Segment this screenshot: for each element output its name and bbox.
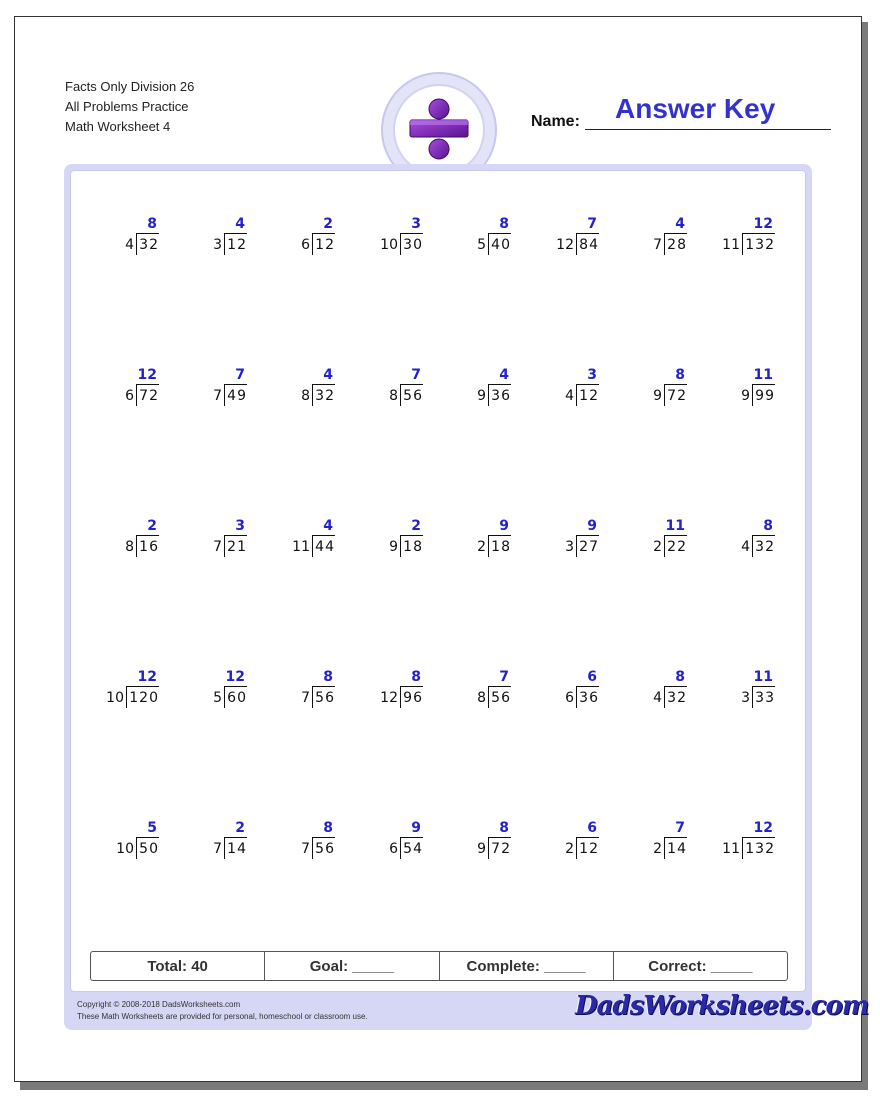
quotient: 12 <box>137 669 157 685</box>
brand-logo: DadsWorksheets.com <box>575 991 869 1021</box>
quotient: 8 <box>499 216 509 232</box>
quotient: 6 <box>587 820 597 836</box>
division-problem <box>713 820 793 870</box>
quotient: 9 <box>411 820 421 836</box>
division-problem <box>625 820 705 870</box>
quotient: 8 <box>323 820 333 836</box>
problems-area <box>70 170 806 992</box>
name-label: Name: <box>531 113 580 130</box>
dividend: 33 <box>752 686 775 708</box>
division-problem <box>97 367 177 417</box>
dividend: 120 <box>126 686 159 708</box>
quotient: 4 <box>323 367 333 383</box>
division-sign-icon <box>393 84 485 176</box>
divisor: 10 <box>116 841 134 857</box>
dividend: 96 <box>400 686 423 708</box>
usage-notice: These Math Worksheets are provided for personal, homeschool or classroom use. <box>77 1012 368 1021</box>
dividend: 56 <box>488 686 511 708</box>
dividend: 14 <box>664 837 687 859</box>
division-problem <box>273 367 353 417</box>
dividend: 72 <box>664 384 687 406</box>
divisor: 2 <box>653 841 662 857</box>
division-problem <box>361 518 441 568</box>
dividend: 32 <box>136 233 159 255</box>
dividend: 50 <box>136 837 159 859</box>
division-problem <box>273 518 353 568</box>
dividend: 16 <box>136 535 159 557</box>
division-problem <box>625 367 705 417</box>
dividend: 12 <box>576 837 599 859</box>
quotient: 4 <box>235 216 245 232</box>
divisor: 11 <box>292 539 310 555</box>
divisor: 9 <box>477 841 486 857</box>
dividend: 49 <box>224 384 247 406</box>
divisor: 11 <box>722 237 740 253</box>
dividend: 54 <box>400 837 423 859</box>
division-problem <box>185 820 265 870</box>
dividend: 12 <box>312 233 335 255</box>
worksheet-number: Math Worksheet 4 <box>65 119 171 134</box>
division-problem <box>713 518 793 568</box>
dividend: 56 <box>400 384 423 406</box>
divisor: 8 <box>301 388 310 404</box>
division-problem <box>537 367 617 417</box>
division-problem <box>273 216 353 266</box>
copyright-text: Copyright © 2008-2018 DadsWorksheets.com <box>77 1000 241 1009</box>
quotient: 8 <box>147 216 157 232</box>
dividend: 32 <box>312 384 335 406</box>
quotient: 5 <box>147 820 157 836</box>
divisor: 8 <box>477 690 486 706</box>
dividend: 99 <box>752 384 775 406</box>
quotient: 8 <box>763 518 773 534</box>
division-problem <box>713 669 793 719</box>
name-line <box>585 129 831 130</box>
division-problem <box>273 820 353 870</box>
dividend: 32 <box>752 535 775 557</box>
divisor: 4 <box>565 388 574 404</box>
division-problem <box>537 518 617 568</box>
divisor: 4 <box>125 237 134 253</box>
problems-frame <box>64 164 812 1030</box>
dividend: 44 <box>312 535 335 557</box>
divisor: 7 <box>301 841 310 857</box>
dividend: 30 <box>400 233 423 255</box>
division-problem <box>185 669 265 719</box>
divisor: 6 <box>301 237 310 253</box>
division-problem <box>537 216 617 266</box>
quotient: 8 <box>499 820 509 836</box>
dividend: 22 <box>664 535 687 557</box>
division-problem <box>273 669 353 719</box>
worksheet-subtitle: All Problems Practice <box>65 99 189 114</box>
divisor: 9 <box>477 388 486 404</box>
divisor: 3 <box>565 539 574 555</box>
divisor: 5 <box>477 237 486 253</box>
division-problem <box>449 216 529 266</box>
quotient: 2 <box>323 216 333 232</box>
division-problem <box>361 669 441 719</box>
quotient: 8 <box>675 669 685 685</box>
divisor: 7 <box>213 539 222 555</box>
quotient: 3 <box>587 367 597 383</box>
divisor: 11 <box>722 841 740 857</box>
quotient: 9 <box>587 518 597 534</box>
worksheet-title-block <box>65 77 194 137</box>
divisor: 10 <box>380 237 398 253</box>
quotient: 11 <box>753 367 773 383</box>
division-problem <box>97 518 177 568</box>
divisor: 2 <box>565 841 574 857</box>
dividend: 21 <box>224 535 247 557</box>
quotient: 8 <box>323 669 333 685</box>
total-cell: Total: 40 <box>91 952 265 980</box>
quotient: 11 <box>665 518 685 534</box>
dividend: 27 <box>576 535 599 557</box>
quotient: 2 <box>411 518 421 534</box>
correct-cell: Correct: _____ <box>648 957 753 975</box>
division-problem <box>361 216 441 266</box>
dividend: 12 <box>224 233 247 255</box>
goal-cell: Goal: _____ <box>265 952 439 980</box>
quotient: 2 <box>147 518 157 534</box>
dividend: 36 <box>488 384 511 406</box>
quotient: 12 <box>753 216 773 232</box>
divisor: 4 <box>653 690 662 706</box>
summary-bar <box>90 951 788 981</box>
quotient: 12 <box>137 367 157 383</box>
quotient: 8 <box>411 669 421 685</box>
division-problem <box>185 216 265 266</box>
quotient: 3 <box>411 216 421 232</box>
dividend: 132 <box>742 837 775 859</box>
division-problem <box>537 669 617 719</box>
division-problem <box>713 367 793 417</box>
division-problem <box>449 367 529 417</box>
name-value: Answer Key <box>615 93 776 124</box>
division-problem <box>449 669 529 719</box>
divisor: 6 <box>389 841 398 857</box>
divisor: 7 <box>653 237 662 253</box>
division-problem <box>625 518 705 568</box>
dividend: 72 <box>488 837 511 859</box>
divisor: 9 <box>653 388 662 404</box>
dividend: 132 <box>742 233 775 255</box>
quotient: 7 <box>587 216 597 232</box>
dividend: 28 <box>664 233 687 255</box>
division-problem <box>625 216 705 266</box>
dividend: 12 <box>576 384 599 406</box>
division-problem <box>537 820 617 870</box>
divisor: 12 <box>556 237 574 253</box>
divisor: 7 <box>213 841 222 857</box>
dividend: 84 <box>576 233 599 255</box>
dividend: 18 <box>488 535 511 557</box>
quotient: 4 <box>499 367 509 383</box>
quotient: 8 <box>675 367 685 383</box>
divisor: 7 <box>301 690 310 706</box>
worksheet-page <box>14 16 869 1082</box>
quotient: 12 <box>225 669 245 685</box>
divisor: 3 <box>741 690 750 706</box>
divisor: 6 <box>565 690 574 706</box>
division-problem <box>185 367 265 417</box>
dividend: 60 <box>224 686 247 708</box>
dividend: 40 <box>488 233 511 255</box>
divisor: 5 <box>213 690 222 706</box>
division-problem <box>449 820 529 870</box>
dividend: 14 <box>224 837 247 859</box>
quotient: 7 <box>411 367 421 383</box>
quotient: 7 <box>675 820 685 836</box>
division-problem <box>185 518 265 568</box>
copyright-block <box>77 999 368 1023</box>
dividend: 56 <box>312 837 335 859</box>
quotient: 6 <box>587 669 597 685</box>
complete-cell: Complete: _____ <box>440 952 614 980</box>
divisor: 3 <box>213 237 222 253</box>
division-problem <box>361 367 441 417</box>
divisor: 9 <box>741 388 750 404</box>
dividend: 36 <box>576 686 599 708</box>
division-problem <box>97 216 177 266</box>
quotient: 3 <box>235 518 245 534</box>
division-problem <box>361 820 441 870</box>
quotient: 7 <box>235 367 245 383</box>
quotient: 4 <box>675 216 685 232</box>
divisor: 10 <box>106 690 124 706</box>
quotient: 12 <box>753 820 773 836</box>
division-problem <box>97 820 177 870</box>
divisor: 8 <box>389 388 398 404</box>
quotient: 7 <box>499 669 509 685</box>
quotient: 4 <box>323 518 333 534</box>
divisor: 2 <box>653 539 662 555</box>
division-problem <box>449 518 529 568</box>
quotient: 9 <box>499 518 509 534</box>
division-problem <box>97 669 177 719</box>
quotient: 2 <box>235 820 245 836</box>
divisor: 12 <box>380 690 398 706</box>
dividend: 32 <box>664 686 687 708</box>
quotient: 11 <box>753 669 773 685</box>
divisor: 2 <box>477 539 486 555</box>
divisor: 4 <box>741 539 750 555</box>
divisor: 9 <box>389 539 398 555</box>
worksheet-title: Facts Only Division 26 <box>65 79 195 94</box>
dividend: 72 <box>136 384 159 406</box>
divisor: 8 <box>125 539 134 555</box>
division-problem <box>713 216 793 266</box>
division-problem <box>625 669 705 719</box>
divisor: 6 <box>125 388 134 404</box>
dividend: 18 <box>400 535 423 557</box>
dividend: 56 <box>312 686 335 708</box>
divisor: 7 <box>213 388 222 404</box>
